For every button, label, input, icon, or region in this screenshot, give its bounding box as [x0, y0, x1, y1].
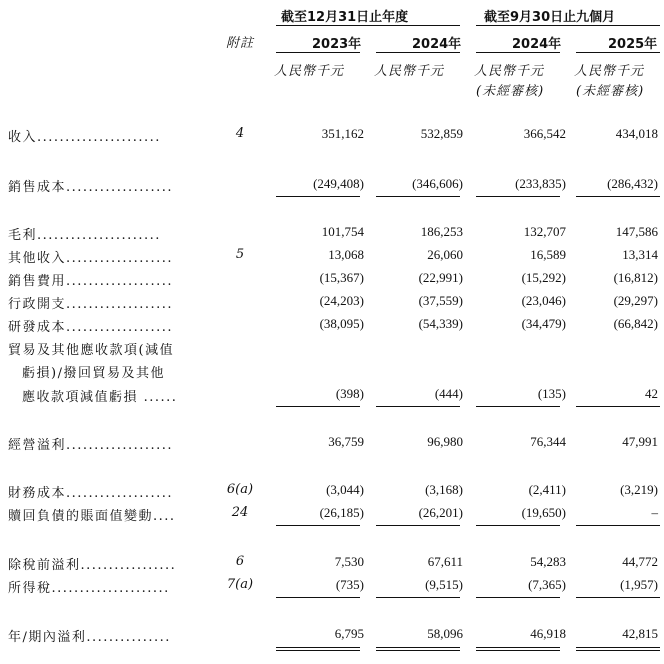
row-label-rd-costs: 研發成本................... — [8, 320, 174, 335]
cell-cost-of-sales-2024: (346,606) — [412, 176, 463, 191]
row-label-income-tax: 所得稅..................... — [8, 581, 170, 596]
cell-profit-9m2024: 46,918 — [530, 626, 566, 641]
year-underline-1 — [276, 52, 360, 53]
year-underline-3 — [476, 52, 560, 53]
row-label-impairment-line1: 貿易及其他應收款項(減值 — [8, 343, 175, 358]
row-label-impairment-line3: 應收款項減值虧損 ...... — [22, 390, 178, 405]
cell-other-income-9m2024: 16,589 — [530, 247, 566, 262]
cell-admin-expenses-2023: (24,203) — [319, 293, 364, 308]
cell-impairment-2023: (398) — [335, 386, 364, 401]
rule — [276, 196, 360, 197]
row-label-revenue: 收入...................... — [8, 130, 161, 145]
cell-operating-profit-9m2025: 47,991 — [622, 434, 658, 449]
unaudited-1: (未經審核) — [476, 84, 545, 99]
rule — [476, 597, 560, 598]
row-label-selling-expenses: 銷售費用................... — [8, 274, 174, 289]
rule — [276, 406, 360, 407]
cell-rd-costs-9m2024: (34,479) — [521, 316, 566, 331]
rule — [576, 196, 660, 197]
rule — [476, 406, 560, 407]
year-underline-2 — [376, 52, 460, 53]
cell-cost-of-sales-2023: (249,408) — [313, 176, 364, 191]
cell-selling-expenses-9m2025: (16,812) — [613, 270, 658, 285]
cell-gross-profit-9m2025: 147,586 — [615, 224, 658, 239]
cell-selling-expenses-2023: (15,367) — [319, 270, 364, 285]
header-underline-nine-months — [476, 25, 660, 26]
cell-cost-of-sales-9m2024: (233,835) — [515, 176, 566, 191]
cell-revenue-2023: 351,162 — [321, 126, 364, 141]
row-label-admin-expenses: 行政開支................... — [8, 297, 174, 312]
cell-other-income-2024: 26,060 — [427, 247, 463, 262]
cell-rd-costs-2024: (54,339) — [418, 316, 463, 331]
cell-profit-2023: 6,795 — [334, 626, 364, 641]
cell-cost-of-sales-9m2025: (286,432) — [607, 176, 658, 191]
rule — [376, 597, 460, 598]
year-header-3: 2024年 — [512, 37, 562, 52]
cell-gross-profit-9m2024: 132,707 — [523, 224, 566, 239]
cell-admin-expenses-2024: (37,559) — [418, 293, 463, 308]
cell-operating-profit-2024: 96,980 — [427, 434, 463, 449]
cell-rd-costs-2023: (38,095) — [319, 316, 364, 331]
cell-selling-expenses-2024: (22,991) — [418, 270, 463, 285]
cell-impairment-9m2025: 42 — [645, 386, 658, 401]
currency-3: 人民幣千元 — [474, 64, 545, 79]
double-rule — [276, 647, 360, 651]
cell-other-income-9m2025: 13,314 — [622, 247, 658, 262]
rule — [576, 597, 660, 598]
cell-operating-profit-2023: 36,759 — [328, 434, 364, 449]
row-note-other-income: 5 — [235, 247, 245, 262]
row-label-other-income: 其他收入................... — [8, 251, 174, 266]
cell-impairment-2024: (444) — [434, 386, 463, 401]
rule — [576, 406, 660, 407]
rule — [376, 525, 460, 526]
cell-finance-costs-9m2025: (3,219) — [620, 482, 658, 497]
rule — [276, 525, 360, 526]
year-underline-4 — [576, 52, 660, 53]
rule — [476, 196, 560, 197]
row-label-cost-of-sales: 銷售成本................... — [8, 180, 174, 195]
cell-operating-profit-9m2024: 76,344 — [530, 434, 566, 449]
period-header-nine-months: 截至9月30日止九個月 — [484, 10, 616, 25]
currency-1: 人民幣千元 — [274, 64, 345, 79]
row-label-redemption-liabilities: 贖回負債的賬面值變動.... — [8, 509, 176, 524]
header-underline-year — [276, 25, 460, 26]
cell-profit-2024: 58,096 — [427, 626, 463, 641]
row-label-gross-profit: 毛利...................... — [8, 228, 161, 243]
cell-finance-costs-2024: (3,168) — [425, 482, 463, 497]
double-rule — [576, 647, 660, 651]
currency-2: 人民幣千元 — [374, 64, 445, 79]
cell-redemption-9m2024: (19,650) — [521, 505, 566, 520]
period-header-year: 截至12月31日止年度 — [281, 10, 409, 25]
cell-profit-9m2025: 42,815 — [622, 626, 658, 641]
cell-revenue-2024: 532,859 — [420, 126, 463, 141]
cell-impairment-9m2024: (135) — [537, 386, 566, 401]
cell-pbt-2024: 67,611 — [427, 554, 463, 569]
cell-finance-costs-2023: (3,044) — [326, 482, 364, 497]
row-label-profit-before-tax: 除稅前溢利................. — [8, 558, 177, 573]
cell-gross-profit-2024: 186,253 — [420, 224, 463, 239]
cell-income-tax-9m2025: (1,957) — [620, 577, 658, 592]
cell-admin-expenses-9m2024: (23,046) — [521, 293, 566, 308]
cell-income-tax-9m2024: (7,365) — [528, 577, 566, 592]
row-note-income-tax: 7(a) — [226, 577, 254, 592]
year-header-4: 2025年 — [608, 37, 658, 52]
cell-admin-expenses-9m2025: (29,297) — [613, 293, 658, 308]
cell-redemption-9m2025: – — [651, 505, 658, 520]
cell-selling-expenses-9m2024: (15,292) — [521, 270, 566, 285]
cell-redemption-2023: (26,185) — [319, 505, 364, 520]
row-label-operating-profit: 經營溢利................... — [8, 438, 174, 453]
rule — [276, 597, 360, 598]
cell-redemption-2024: (26,201) — [418, 505, 463, 520]
cell-rd-costs-9m2025: (66,842) — [613, 316, 658, 331]
cell-other-income-2023: 13,068 — [328, 247, 364, 262]
rule — [576, 525, 660, 526]
cell-pbt-2023: 7,530 — [334, 554, 364, 569]
cell-revenue-9m2025: 434,018 — [615, 126, 658, 141]
cell-revenue-9m2024: 366,542 — [523, 126, 566, 141]
cell-income-tax-2024: (9,515) — [425, 577, 463, 592]
year-header-1: 2023年 — [312, 37, 362, 52]
rule — [476, 525, 560, 526]
row-label-impairment-line2: 虧損)/撥回貿易及其他 — [22, 366, 165, 381]
double-rule — [376, 647, 460, 651]
currency-4: 人民幣千元 — [574, 64, 645, 79]
rule — [376, 196, 460, 197]
row-label-finance-costs: 財務成本................... — [8, 486, 174, 501]
row-note-finance-costs: 6(a) — [226, 482, 254, 497]
unaudited-2: (未經審核) — [576, 84, 645, 99]
double-rule — [476, 647, 560, 651]
row-note-profit-before-tax: 6 — [235, 554, 245, 569]
cell-finance-costs-9m2024: (2,411) — [528, 482, 566, 497]
year-header-2: 2024年 — [412, 37, 462, 52]
note-column-header: 附註 — [226, 36, 255, 51]
row-label-profit-for-period: 年/期內溢利............... — [8, 630, 171, 645]
rule — [376, 406, 460, 407]
row-note-redemption-liabilities: 24 — [231, 505, 249, 520]
row-note-revenue: 4 — [235, 126, 245, 141]
cell-pbt-9m2025: 44,772 — [622, 554, 658, 569]
cell-income-tax-2023: (735) — [335, 577, 364, 592]
cell-gross-profit-2023: 101,754 — [321, 224, 364, 239]
cell-pbt-9m2024: 54,283 — [530, 554, 566, 569]
